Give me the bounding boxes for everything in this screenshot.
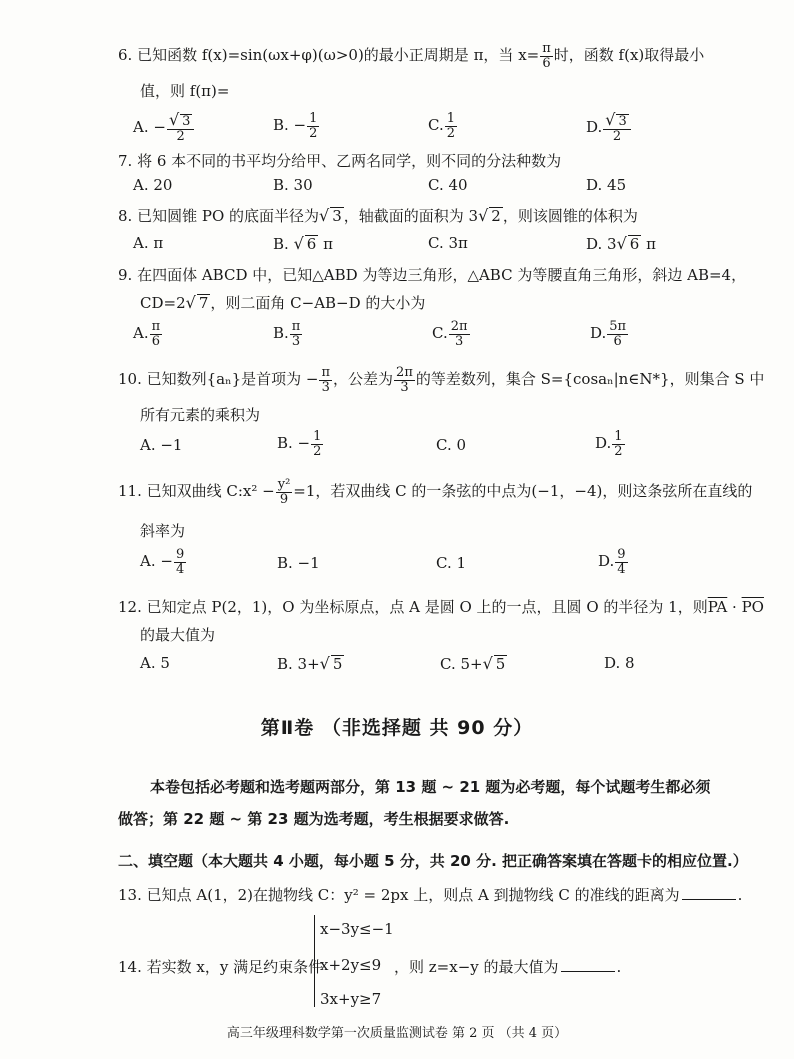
sqrt-icon: √ (605, 110, 616, 129)
q10-line1: 10. 已知数列{aₙ}是首项为 − $\frac{\pi}{3}$ ，公差为 $\frac{2\pi}{3}$ 的等差数列，集合 S={cosaₙ|n∈N*}，则集合 S 中 (118, 365, 765, 395)
q14-text-a: 14. 若实数 x，y 满足约束条件 (118, 958, 324, 976)
q7-text: 7. 将 6 本不同的书平均分给甲、乙两名同学，则不同的分法种数为 (118, 152, 562, 170)
part2-header: 二、填空题（本大题共 4 小题，每小题 5 分，共 20 分. 把正确答案填在答题卡的相应位置.） (118, 852, 748, 870)
q6-line2: 值，则 f(π)= (140, 82, 230, 100)
q10-option-c: C. 0 (436, 436, 467, 454)
page-footer: 高三年级理科数学第一次质量监测试卷 第 2 页 （共 4 页） (226, 1026, 568, 1041)
q14-constraint-3: 3x+y≥7 (320, 990, 382, 1008)
q14-constraint-1: x−3y≤−1 (320, 920, 394, 938)
q10-option-a: A. −1 (140, 436, 183, 454)
q6-option-b: B. − $\frac{1}{2}$ (273, 111, 318, 141)
q9-option-d: D. $\frac{5\pi}{6}$ (590, 319, 627, 349)
q6-text-b: 时，函数 f(x)取得最小 (553, 46, 705, 65)
q8-option-d: D. 3√ 6 π (586, 234, 656, 253)
q12-option-d: D. 8 (604, 654, 635, 672)
q10-line2: 所有元素的乘积为 (140, 406, 261, 424)
q6-option-a: A. − $\frac{√ 3}{2}$ (133, 112, 195, 144)
sqrt-icon: √ (168, 110, 180, 129)
sqrt-icon: √ (478, 206, 489, 225)
q8-option-c: C. 3π (428, 234, 468, 252)
q14-constraint-2: x+2y≤9 (320, 956, 382, 974)
q8-text: 8. 已知圆锥 PO 的底面半径为√ 3 ，轴截面的面积为 3√ 2 ，则该圆锥的体积为 (118, 206, 638, 225)
q11-option-b: B. −1 (277, 554, 320, 572)
q6-line1 (118, 42, 704, 70)
q11-option-d: D. $\frac{9}{4}$ (598, 547, 626, 577)
q12-option-b: B. 3+√ 5 (277, 654, 343, 673)
q9-line1: 9. 在四面体 ABCD 中，已知△ABD 为等边三角形，△ABC 为等腰直角三角形，斜边 AB=4， (118, 266, 747, 284)
intro-line1: 本卷包括必考题和选考题两部分，第 13 题 ~ 21 题为必考题，每个试题考生都必须 (150, 778, 711, 796)
q10-option-d: D. $\frac{1}{2}$ (595, 429, 623, 459)
q12-option-a: A. 5 (140, 654, 170, 672)
q14-text-b: ，则 z=x−y 的最大值为 . (394, 958, 622, 976)
sqrt-icon: √ (319, 654, 330, 673)
q12-option-c: C. 5+√ 5 (440, 654, 506, 673)
q6-option-d: D. $\frac{√ 3}{2}$ (586, 112, 632, 144)
q9-option-c: C. $\frac{2\pi}{3}$ (432, 319, 468, 349)
q6-option-c: C. $\frac{1}{2}$ (428, 111, 455, 141)
sqrt-icon: √ (293, 234, 304, 253)
q11-line2: 斜率为 (140, 522, 186, 540)
q11-line1: 11. 已知双曲线 C:x² − $\frac{\text{y²}}{9}$ =1，若双曲线 C 的一条弦的中点为(−1，−4)，则这条弦所在直线的 (118, 477, 753, 507)
q13-text: 13. 已知点 A(1，2)在抛物线 C：y² = 2px 上，则点 A 到抛物线 C 的准线的距离为 . (118, 886, 743, 904)
q7-option-c: C. 40 (428, 176, 468, 194)
q7-option-d: D. 45 (586, 176, 627, 194)
q6-text-a: 6. 已知函数 f(x)=sin(ωx+φ)(ω>0)的最小正周期是 π，当 x= (118, 46, 540, 65)
q10-option-b: B. − $\frac{1}{2}$ (277, 429, 322, 459)
answer-blank[interactable] (561, 970, 615, 972)
vector-pa: $\overline{PA}$ (707, 598, 728, 616)
q7-option-b: B. 30 (273, 176, 313, 194)
sqrt-icon: √ (319, 206, 330, 225)
q11-option-c: C. 1 (436, 554, 467, 572)
q6-x-fraction: $\frac{\pi}{6}$ (542, 41, 551, 71)
q9-option-a: A. $\frac{\pi}{6}$ (133, 319, 161, 349)
q12-line2: 的最大值为 (140, 626, 216, 644)
q11-option-a: A. − $\frac{9}{4}$ (140, 547, 185, 577)
q9-line2: CD=2√ 7 ，则二面角 C−AB−D 的大小为 (140, 293, 426, 312)
vector-po: $\overline{PO}$ (741, 598, 764, 616)
sqrt-icon: √ (616, 234, 627, 253)
sqrt-icon: √ (482, 654, 493, 673)
sqrt-icon: √ (185, 293, 196, 312)
q12-line1: 12. 已知定点 P(2，1)，O 为坐标原点，点 A 是圆 O 上的一点，且圆 O 的半径为 1，则$\overline{PA} \cdot \overline{PO}$ (118, 598, 764, 616)
q7-option-a: A. 20 (133, 176, 173, 194)
intro-line2: 做答；第 22 题 ~ 第 23 题为选考题，考生根据要求做答. (118, 810, 510, 828)
q8-option-b: B. √ 6 π (273, 234, 333, 253)
section-title: 第Ⅱ卷 （非选择题 共 90 分） (260, 717, 534, 739)
answer-blank[interactable] (682, 898, 736, 900)
q9-option-b: B. $\frac{\pi}{3}$ (273, 319, 301, 349)
q8-option-a: A. π (133, 234, 164, 252)
